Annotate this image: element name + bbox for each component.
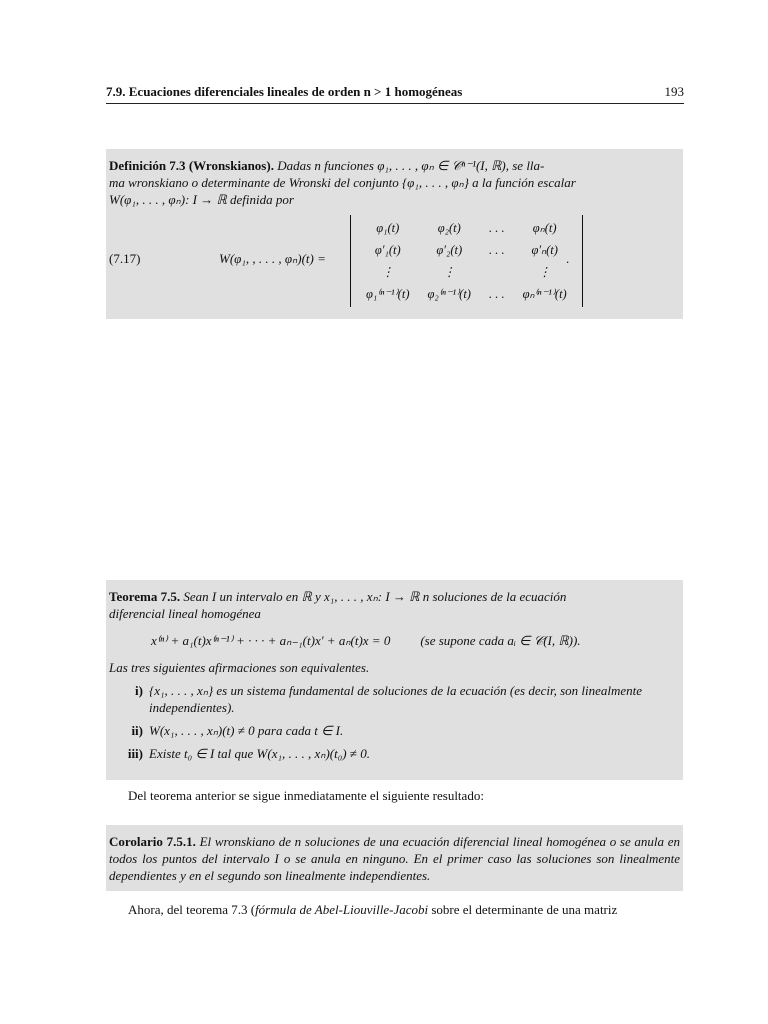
theorem-equivalence: Las tres siguientes afirmaciones son equivalentes. [109,660,370,675]
corollary-box [106,825,683,891]
matrix-cell: ⋮ [381,264,394,279]
definition-line2: ma wronskiano o determinante de Wronski del conjunto {φ₁, . . . , φₙ} a la función escalar [109,175,576,190]
theorem-items [109,682,680,762]
theorem-item-label: ii) [131,723,143,738]
closing-tail: sobre el determinante de una matriz [428,902,618,917]
matrix-cell: φ₂⁽ⁿ⁻¹⁾(t) [427,286,471,301]
equation-period: . [566,251,570,266]
definition-name: (Wronskianos). [188,158,274,173]
matrix-cell: φ′₂(t) [436,242,463,257]
definition-label: Definición 7.3 [109,158,186,173]
matrix-table [357,217,576,305]
matrix-row [357,283,576,305]
theorem-item [109,682,680,716]
theorem-equation-row [151,632,680,649]
matrix-cell: . . . [488,220,505,235]
theorem-statement [109,588,680,622]
wronskian-matrix [350,215,583,307]
theorem-item-label: i) [135,683,143,698]
matrix-cell: . . . [488,286,505,301]
theorem-item-text: Existe t₀ ∈ I tal que W(x₁, . . . , xₙ)(t₀) ≠ 0. [149,746,370,761]
running-head [106,84,684,104]
theorem-box [106,580,683,780]
matrix-cell: φ₁(t) [376,220,400,235]
definition-line3: W(φ₁, . . . , φₙ): I → ℝ definida por [109,192,294,207]
theorem-item-label: iii) [127,746,143,761]
theorem-line1: Sean I un intervalo en ℝ y x₁, . . . , xₙ: I → ℝ n soluciones de la ecuación [183,589,567,604]
intro-sentence: Del teorema anterior se sigue inmediatamente el siguiente resultado: [128,788,484,803]
theorem-item-text: {x₁, . . . , xₙ} es un sistema fundamental de soluciones de la ecuación (es decir, son linealmente independientes). [149,683,643,715]
matrix-cell: . . . [488,242,505,257]
matrix-cell [480,261,514,283]
matrix-cell: φₙ(t) [532,220,557,235]
definition-text [109,157,680,208]
theorem-label: Teorema 7.5. [109,589,181,604]
matrix-cell: φₙ⁽ⁿ⁻¹⁾(t) [522,286,567,301]
theorem-line2: diferencial lineal homogénea [109,606,261,621]
matrix-cell: ⋮ [442,264,456,279]
closing-emph: fórmula de Abel-Liouville-Jacobi [255,902,429,917]
theorem-equation-note: (se supone cada aᵢ ∈ 𝒞(I, ℝ)). [420,633,581,648]
matrix-cell: φ′ₙ(t) [531,242,558,257]
matrix-row [357,217,576,239]
theorem-item [109,745,680,762]
closing-paragraph [128,902,683,918]
closing-lead: Ahora, del teorema 7.3 ( [128,902,256,917]
matrix-cell: φ₂(t) [437,220,461,235]
matrix-row [357,261,576,283]
section-title: 7.9. Ecuaciones diferenciales lineales de orden n > 1 homogéneas [106,84,463,99]
theorem-item [109,722,680,739]
wronskian-lhs: W(φ₁, , . . . , φₙ)(t) = [219,251,326,266]
theorem-item-text: W(x₁, . . . , xₙ)(t) ≠ 0 para cada t ∈ I. [149,723,344,738]
matrix-cell: ⋮ [538,264,551,279]
theorem-equation: x⁽ⁿ⁾ + a₁(t)x⁽ⁿ⁻¹⁾ + · · · + aₙ₋₁(t)x′ + aₙ(t)x = 0 [151,633,391,648]
definition-line1: Dadas n funciones φ₁, . . . , φₙ ∈ 𝒞ⁿ⁻¹(I, ℝ), se lla- [277,158,545,173]
matrix-cell: φ₁⁽ⁿ⁻¹⁾(t) [366,286,410,301]
equation-number: (7.17) [109,251,141,266]
matrix-cell: φ′₁(t) [374,242,401,257]
corollary-label: Corolario 7.5.1. [109,834,196,849]
definition-box [106,149,683,319]
page-number: 193 [664,84,684,99]
corollary-body: El wronskiano de n soluciones de una ecuación diferencial lineal homogénea o se anula en todos los puntos del intervalo I o se anula en ninguno. En el primer caso las soluciones son linealmente dependientes y en el segundo son linealmente independientes. [109,834,681,883]
corollary-text [109,833,680,884]
matrix-row [357,239,576,261]
